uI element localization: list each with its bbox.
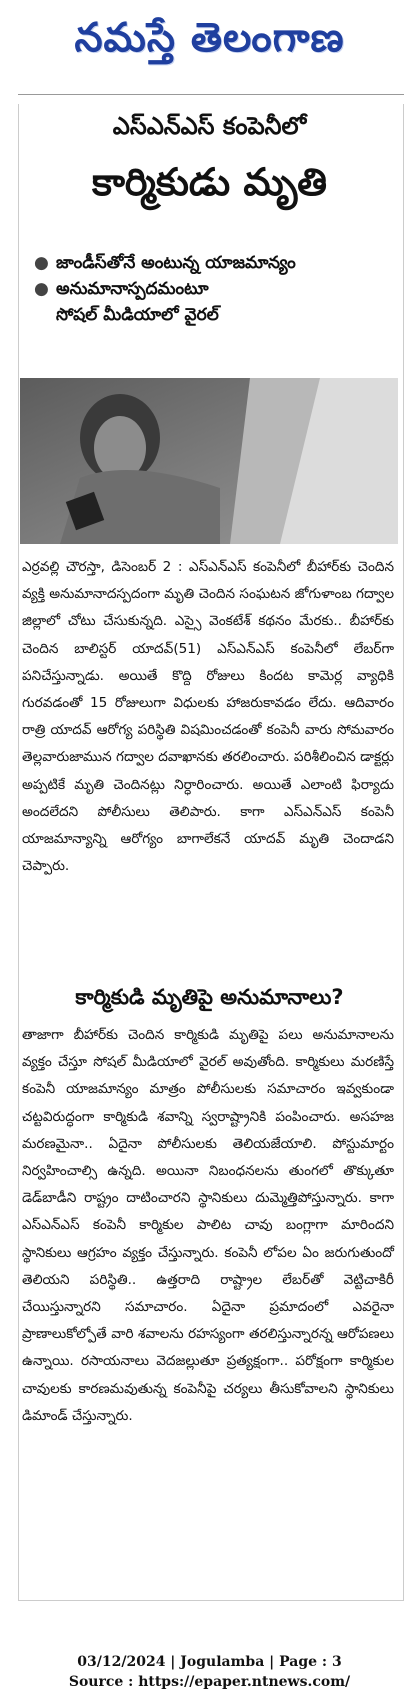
highlight-text: సోషల్ మీడియాలో వైరల్ [56, 305, 219, 325]
highlight-text: అనుమానాస్పదమంటూ [56, 279, 209, 299]
article-paragraph-2: తాజాగా బీహార్‌కు చెందిన కార్మికుడి మృతిపై పలు అనుమానాలను వ్యక్తం చేస్తూ సోషల్ మీడియాలో వైరల్ అవుతోంది. కార్మికులు మరణిస్తే కంపెనీ యాజమాన్యం మాత్రం పోలీసులకు సమాచారం ఇవ్వకుండా చట్టవిరుద్ధంగా కార్మికుడి శవాన్ని స్వరాష్ట్రానికి పంపించారు. అసహజ మరణమైనా.. ఏదైనా పోలీసులకు తెలియజేయాలి. పోస్టుమార్టం నిర్వహించాల్సి ఉన్నది. అయినా నిబంధనలను తుంగలో తొక్కుతూ డెడ్‌బాడీని రాష్ట్రం దాటించారని స్థానికులు దుమ్మెత్తిపోస్తున్నారు. కాగా ఎస్‌ఎన్‌ఎస్ కంపెనీ కార్మికుల పాలిట చావు బంగ్లాగా మారిందని స్థానికులు ఆగ్రహం వ్యక్తం చేస్తున్నారు. కంపెనీ లోపల ఏం జరుగుతుందో తెలియని పరిస్థితి.. ఉత్తరాది రాష్ట్రాల లేబర్‌తో వెట్టిచాకిరీ చేయిస్తున్నారని సమాచారం. ఏదైనా ప్రమాదంలో ఎవరైనా ప్రాణాలుకోల్పోతే వారి శవాలను రహస్యంగా తరలిస్తున్నారన్న ఆరోపణలు ఉన్నాయి. రసాయనాలు వెదజల్లుతూ ప్రత్యక్షంగా.. పరోక్షంగా కార్మికుల చావులకు కారణమవుతున్న కంపెనీపై చర్యలు తీసుకోవాలని స్థానికులు డిమాండ్ చేస్తున్నారు. [22, 1027, 394, 1424]
news-photo [20, 378, 398, 544]
article-highlights [34, 250, 394, 328]
highlight-text: జాండీస్‌తోనే అంటున్న యాజమాన్యం [56, 253, 296, 273]
footer-source: Source : https://epaper.ntnews.com/ [68, 1674, 351, 1690]
article-paragraph-1: ఎర్రవల్లి చౌరస్తా, డిసెంబర్ 2 : ఎస్‌ఎన్‌ఎస్ కంపెనీలో బీహార్‌కు చెందిన వ్యక్తి అనుమానాదస్పదంగా మృతి చెందిన సంఘటన జోగుళాంబ గద్వాల జిల్లాలో చోటు చేసుకున్నది. ఎస్సై వెంకటేశ్ కథనం మేరకు.. బీహార్‌కు చెందిన బాలిస్టర్ యాదవ్(51) ఎస్‌ఎన్‌ఎస్ కంపెనీలో లేబర్‌గా పనిచేస్తున్నాడు. అయితే కొద్ది రోజులు కిందట కామెర్ల వ్యాధికి గురవడంతో 15 రోజులుగా విధులకు హాజరుకావడం లేదు. ఆదివారం రాత్రి యాదవ్ ఆరోగ్య పరిస్థితి విషమించడంతో కంపెనీ వారు సోమవారం తెల్లవారుజామున గద్వాల దవాఖానకు తరలించారు. పరిశీలించిన డాక్టర్లు అప్పటికే మృతి చెందినట్లు నిర్ధారించారు. అయితే ఎలాంటి ఫిర్యాదు అందలేదని పోలీసులు తెలిపారు. కాగా ఎస్‌ఎన్‌ఎస్ కంపెనీ యాజమాన్యాన్ని ఆరోగ్యం బాగాలేకనే యాదవ్ మృతి చెందాడని చెప్పారు. [22, 559, 394, 875]
highlight-item [34, 276, 394, 302]
article-kicker: ఎస్‌ఎన్‌ఎస్ కంపెనీలో [112, 112, 307, 140]
highlight-item [34, 250, 394, 276]
bullet-icon: ● [34, 279, 49, 299]
article-headline: కార్మికుడు మృతి [91, 160, 328, 204]
article-subheading: కార్మికుడి మృతిపై అనుమానాలు? [75, 985, 344, 1009]
highlight-item [34, 302, 394, 328]
masthead-divider [18, 94, 404, 95]
footer [0, 1652, 419, 1692]
footer-date-edition: 03/12/2024 | Jogulamba | Page : 3 [77, 1654, 342, 1670]
bullet-icon: ● [34, 253, 49, 273]
masthead-title: నమస్తే తెలంగాణ [74, 15, 345, 61]
masthead [0, 0, 419, 86]
